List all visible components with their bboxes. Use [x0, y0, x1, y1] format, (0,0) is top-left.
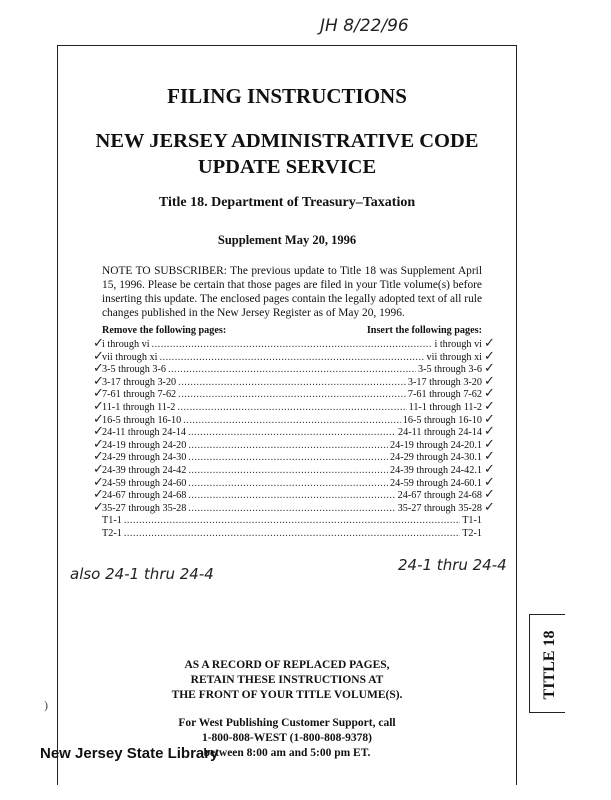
checkmark-icon: ✓ — [484, 462, 495, 477]
dot-leader — [188, 440, 388, 451]
remove-pages: 7-61 through 7-62 — [102, 389, 177, 401]
checkmark-icon: ✓ — [484, 499, 495, 515]
insert-pages: T2-1 — [462, 527, 482, 539]
side-tab — [530, 620, 570, 710]
checkmark-icon: ✓ — [93, 474, 104, 490]
table-row — [102, 427, 482, 440]
checkmark-icon: ✓ — [93, 462, 104, 477]
record-line-3: THE FRONT OF YOUR TITLE VOLUME(S). — [171, 689, 403, 701]
insert-pages: 24-11 through 24-14 — [398, 427, 482, 439]
table-row — [102, 465, 482, 478]
insert-pages: 3-17 through 3-20 — [407, 376, 482, 388]
handwritten-right-note: 24-1 thru 24-4 — [398, 556, 507, 574]
checkmark-icon: ✓ — [93, 361, 104, 377]
table-header — [102, 325, 482, 339]
table-row — [102, 490, 482, 503]
checkmark-icon: ✓ — [484, 424, 495, 440]
checkmark-icon: ✓ — [93, 411, 104, 427]
remove-pages: 11-1 through 11-2 — [102, 401, 176, 413]
checkmark-icon: ✓ — [93, 424, 104, 440]
dot-leader — [188, 478, 388, 489]
checkmark-icon: ✓ — [484, 361, 495, 377]
record-line-2: RETAIN THESE INSTRUCTIONS AT — [190, 674, 384, 686]
table-row — [102, 339, 482, 352]
table-row — [102, 515, 482, 528]
note-to-subscriber: NOTE TO SUBSCRIBER: The previous update to Title 18 was Supplement April 15, 1996. Please be certain that those pages are filed in your Title volume(s) before inserting this update. The enclosed pages contain the legally adopted text of all rule changes published in the New Jersey Register as of May 20, 1996. — [102, 265, 482, 319]
subtitle-line-1: NEW JERSEY ADMINISTRATIVE CODE — [95, 130, 479, 152]
dot-leader — [188, 427, 396, 438]
side-tab-bottom-rule — [529, 712, 565, 713]
remove-pages: 24-67 through 24-68 — [102, 490, 187, 502]
remove-pages: vii through xi — [102, 351, 158, 363]
subtitle-line-2: UPDATE SERVICE — [197, 156, 377, 178]
insert-pages: 24-39 through 24-42.1 — [390, 464, 482, 476]
checkmark-icon: ✓ — [93, 449, 104, 465]
checkmark-icon: ✓ — [484, 487, 495, 503]
dot-leader — [188, 465, 388, 476]
dot-leader — [152, 339, 433, 350]
remove-pages: 3-5 through 3-6 — [102, 364, 166, 376]
dot-leader — [183, 415, 401, 426]
dot-leader — [188, 490, 395, 501]
page-title: FILING INSTRUCTIONS — [167, 84, 407, 108]
checkmark-icon: ✓ — [93, 348, 104, 364]
table-row — [102, 528, 482, 541]
checkmark-icon: ✓ — [93, 436, 104, 452]
remove-pages: 24-39 through 24-42 — [102, 464, 187, 476]
dot-leader — [159, 352, 424, 363]
remove-pages: 35-27 through 35-28 — [102, 502, 187, 514]
record-line-1: AS A RECORD OF REPLACED PAGES, — [184, 659, 390, 671]
support-phone: 1-800-808-WEST (1-800-808-9378) — [201, 732, 373, 744]
table-rows — [102, 339, 482, 541]
dot-leader — [168, 364, 416, 375]
checkmark-icon: ✓ — [93, 386, 104, 402]
dot-leader — [124, 528, 460, 539]
table-row — [102, 364, 482, 377]
checkmark-icon: ✓ — [484, 386, 495, 402]
checkmark-icon: ✓ — [484, 373, 495, 389]
table-row — [102, 415, 482, 428]
remove-pages: 24-59 through 24-60 — [102, 477, 187, 489]
checkmark-icon: ✓ — [93, 399, 104, 414]
dot-leader — [178, 377, 406, 388]
pages-table — [102, 325, 482, 541]
support-line-1: For West Publishing Customer Support, call — [178, 717, 396, 729]
checkmark-icon: ✓ — [484, 411, 495, 427]
insert-pages: T1-1 — [462, 515, 482, 527]
remove-pages: 3-17 through 3-20 — [102, 376, 177, 388]
checkmark-icon: ✓ — [484, 336, 495, 351]
table-row — [102, 478, 482, 491]
table-row — [102, 440, 482, 453]
remove-pages: 24-11 through 24-14 — [102, 427, 186, 439]
checkmark-icon: ✓ — [93, 499, 104, 515]
supplement-date: Supplement May 20, 1996 — [217, 233, 357, 247]
dot-leader — [188, 503, 395, 514]
table-row — [102, 377, 482, 390]
table-row — [102, 352, 482, 365]
remove-pages: 24-19 through 24-20 — [102, 439, 187, 451]
insert-pages: vii through xi — [426, 351, 482, 363]
page-frame-top — [57, 45, 517, 46]
insert-pages: 24-29 through 24-30.1 — [390, 452, 482, 464]
insert-pages: 35-27 through 35-28 — [397, 502, 482, 514]
insert-pages: 16-5 through 16-10 — [402, 414, 482, 426]
table-row — [102, 503, 482, 516]
insert-pages: 24-67 through 24-68 — [397, 490, 482, 502]
insert-pages: 7-61 through 7-62 — [407, 389, 482, 401]
checkmark-icon: ✓ — [484, 449, 495, 465]
insert-pages: 3-5 through 3-6 — [418, 364, 482, 376]
support-hours: between 8:00 am and 5:00 pm ET. — [203, 747, 371, 759]
insert-pages: 24-59 through 24-60.1 — [390, 477, 482, 489]
dot-leader — [124, 515, 460, 526]
checkmark-icon: ✓ — [484, 399, 495, 414]
checkmark-icon: ✓ — [93, 336, 104, 351]
table-row — [102, 452, 482, 465]
table-row — [102, 402, 482, 415]
checkmark-icon: ✓ — [484, 474, 495, 490]
record-instructions — [57, 658, 517, 703]
title-department: Title 18. Department of Treasury–Taxation — [158, 195, 416, 210]
dot-leader — [178, 389, 406, 400]
remove-pages: T2-1 — [102, 527, 122, 539]
side-tab-top-rule — [529, 614, 565, 615]
insert-header: Insert the following pages: — [366, 325, 482, 336]
checkmark-icon: ✓ — [93, 373, 104, 389]
margin-paren-mark: ) — [44, 698, 48, 712]
checkmark-icon: ✓ — [93, 487, 104, 503]
insert-pages: i through vi — [434, 339, 482, 350]
library-stamp: New Jersey State Library — [40, 745, 219, 762]
remove-pages: 16-5 through 16-10 — [102, 414, 182, 426]
handwritten-left-note: also 24-1 thru 24-4 — [70, 565, 214, 583]
dot-leader — [177, 402, 406, 413]
remove-header: Remove the following pages: — [102, 325, 227, 336]
remove-pages: T1-1 — [102, 515, 122, 527]
remove-pages: i through vi — [102, 339, 150, 350]
insert-pages: 24-19 through 24-20.1 — [390, 439, 482, 451]
checkmark-icon: ✓ — [484, 348, 495, 364]
dot-leader — [188, 452, 388, 463]
table-row — [102, 389, 482, 402]
side-tab-label: TITLE 18 — [541, 630, 558, 700]
checkmark-icon: ✓ — [484, 436, 495, 452]
handwritten-initials-date: JH 8/22/96 — [320, 16, 409, 36]
remove-pages: 24-29 through 24-30 — [102, 452, 187, 464]
insert-pages: 11-1 through 11-2 — [408, 401, 482, 413]
